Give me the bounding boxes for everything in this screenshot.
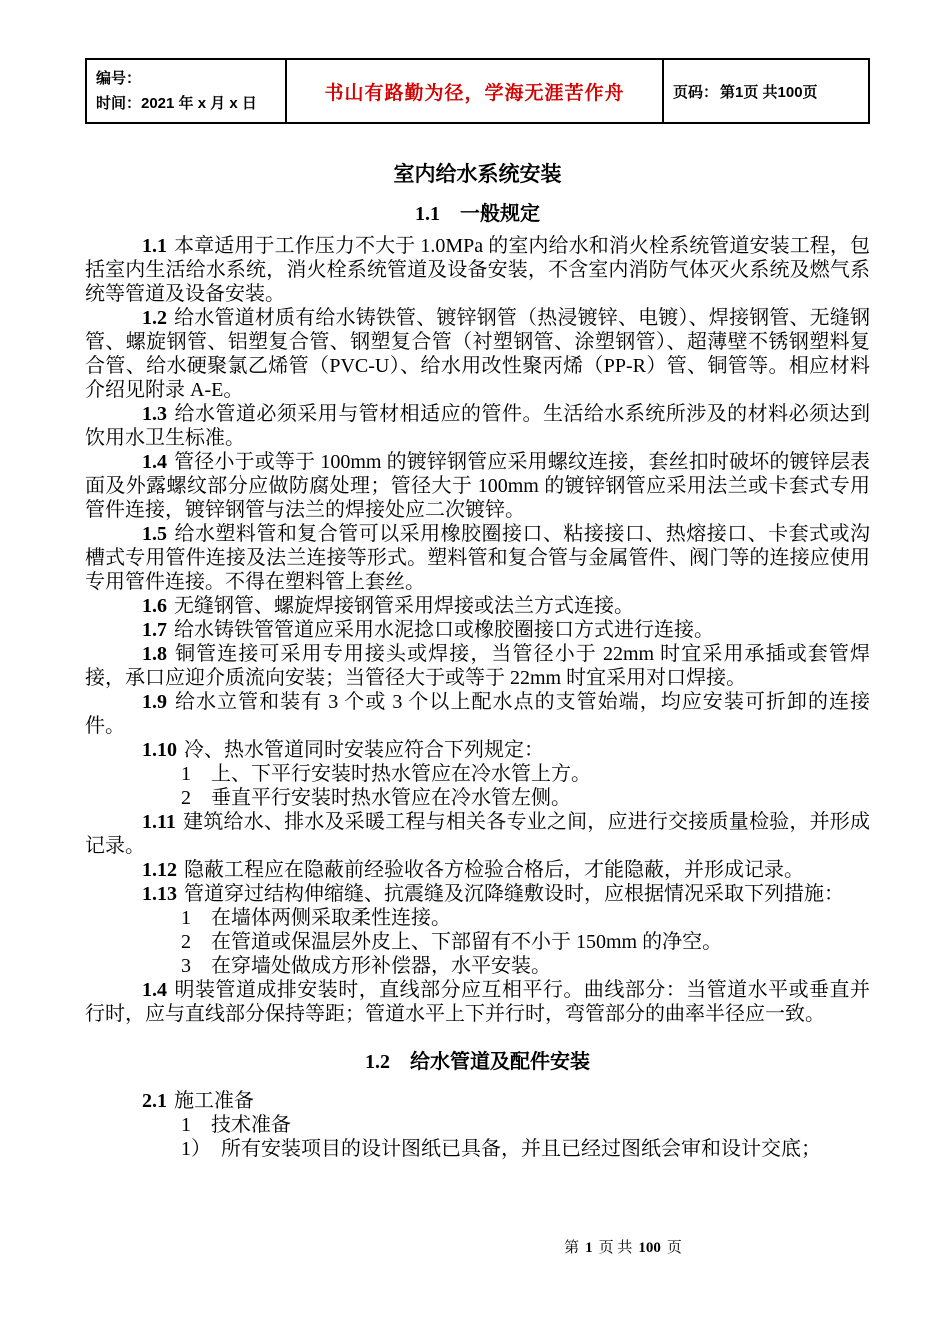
doc-time-label: 时间：2021 年 x 月 x 日 — [96, 95, 257, 112]
footer — [0, 1236, 950, 1257]
paragraph-text: 给水管道材质有给水铸铁管、镀锌钢管（热浸镀锌、电镀）、焊接钢管、无缝钢管、螺旋钢管、铝塑复合管、钢塑复合管（衬塑钢管、涂塑钢管）、超薄壁不锈钢塑料复合管、给水硬聚氯乙烯管（PVC-U）、给水用改性聚丙烯（PP-R）管、铜管等。相应材料介绍见附录 A-E。 — [85, 307, 870, 401]
paragraph-number: 1.2 — [142, 307, 167, 329]
paragraph — [85, 450, 870, 522]
doc-number-label: 编号： — [96, 70, 142, 87]
paragraph — [85, 882, 870, 906]
paragraph — [85, 810, 870, 858]
paragraph-text: 明装管道成排安装时，直线部分应互相平行。曲线部分：当管道水平或垂直并行时，应与直线部分保持等距；管道水平上下并行时，弯管部分的曲率半径应一致。 — [85, 979, 870, 1025]
paragraph-number: 1.13 — [142, 883, 177, 905]
list-item: 1 上、下平行安装时热水管应在冷水管上方。 — [181, 763, 591, 785]
header-table — [85, 58, 870, 124]
paragraph-text: 给水塑料管和复合管可以采用橡胶圈接口、粘接接口、热熔接口、卡套式或沟槽式专用管件连接及法兰连接等形式。塑料管和复合管与金属管件、阀门等的连接应使用专用管件连接。不得在塑料管上套丝。 — [85, 523, 870, 593]
section-heading-1-1: 1.1 一般规定 — [415, 203, 540, 225]
footer-page-number: 第 1 页 共 100 页 — [564, 1240, 682, 1256]
page-label: 页码： — [673, 83, 719, 101]
paragraph-number: 1.9 — [142, 691, 167, 713]
section-heading-1-2: 1.2 给水管道及配件安装 — [365, 1051, 590, 1073]
paragraph — [85, 594, 870, 618]
paragraph-number: 1.10 — [142, 739, 177, 761]
paragraph-number: 1.1 — [142, 235, 167, 257]
paragraph-text: 施工准备 — [174, 1090, 254, 1112]
paragraph-text: 建筑给水、排水及采暖工程与相关各专业之间，应进行交接质量检验，并形成记录。 — [85, 811, 870, 857]
paragraph-text: 铜管连接可采用专用接头或焊接，当管径小于 22mm 时宜采用承插或套管焊接，承口应迎介质流向安装；当管径大于或等于 22mm 时宜采用对口焊接。 — [85, 643, 870, 689]
list-item: 1 在墙体两侧采取柔性连接。 — [181, 907, 451, 929]
paragraph-number: 1.3 — [142, 403, 167, 425]
paragraph — [85, 234, 870, 306]
header-page-cell — [664, 60, 868, 122]
list-item: 2 在管道或保温层外皮上、下部留有不小于 150mm 的净空。 — [181, 931, 723, 953]
paragraph-text: 给水管道必须采用与管材相适应的管件。生活给水系统所涉及的材料必须达到饮用水卫生标准。 — [85, 403, 870, 449]
list-item: 1） 所有安装项目的设计图纸已具备，并且已经过图纸会审和设计交底； — [181, 1138, 821, 1160]
paragraph-number: 1.12 — [142, 859, 177, 881]
paragraph-text: 隐蔽工程应在隐蔽前经验收各方检验合格后，才能隐蔽，并形成记录。 — [184, 859, 804, 881]
paragraph-number: 1.11 — [142, 811, 176, 833]
list-item: 1 技术准备 — [181, 1114, 291, 1136]
paragraph-text: 本章适用于工作压力不大于 1.0MPa 的室内给水和消火栓系统管道安装工程，包括室内生活给水系统，消火栓系统管道及设备安装，不含室内消防气体灭火系统及燃气系统等管道及设备安装。 — [85, 235, 870, 305]
list-item: 3 在穿墙处做成方形补偿器，水平安装。 — [181, 955, 551, 977]
list-item: 2 垂直平行安装时热水管应在冷水管左侧。 — [181, 787, 571, 809]
paragraph — [85, 522, 870, 594]
paragraph — [85, 642, 870, 690]
paragraph — [85, 690, 870, 738]
paragraph-text: 管径小于或等于 100mm 的镀锌钢管应采用螺纹连接，套丝扣时破坏的镀锌层表面及外露螺纹部分应做防腐处理；管径大于 100mm 的镀锌钢管应采用法兰或卡套式专用管件连接，镀锌钢管与法兰的焊接处应二次镀锌。 — [85, 451, 870, 521]
header-meta-cell — [87, 60, 287, 122]
paragraph-number: 1.4 — [142, 979, 167, 1001]
paragraph-number: 1.6 — [142, 595, 167, 617]
paragraph-text: 管道穿过结构伸缩缝、抗震缝及沉降缝敷设时，应根据情况采取下列措施： — [184, 883, 844, 905]
doc-body — [85, 234, 870, 1161]
header-motto: 书山有路勤为径，学海无涯苦作舟 — [287, 60, 664, 122]
paragraph — [85, 306, 870, 402]
paragraph-number: 1.7 — [142, 619, 167, 641]
doc-title: 室内给水系统安装 — [393, 162, 562, 186]
paragraph-number: 2.1 — [142, 1090, 167, 1112]
paragraph-text: 冷、热水管道同时安装应符合下列规定： — [184, 739, 544, 761]
paragraph — [85, 402, 870, 450]
paragraph — [85, 618, 870, 642]
paragraph-text: 给水铸铁管管道应采用水泥捻口或橡胶圈接口方式进行连接。 — [174, 619, 714, 641]
paragraph — [85, 1089, 870, 1113]
paragraph — [85, 978, 870, 1026]
paragraph — [85, 738, 870, 762]
paragraph-number: 1.5 — [142, 523, 167, 545]
paragraph-text: 给水立管和装有 3 个或 3 个以上配水点的支管始端，均应安装可折卸的连接件。 — [85, 691, 870, 737]
paragraph-number: 1.4 — [142, 451, 167, 473]
paragraph-number: 1.8 — [142, 643, 167, 665]
paragraph — [85, 858, 870, 882]
page-value: 第1页 共100页 — [720, 83, 818, 101]
paragraph-text: 无缝钢管、螺旋焊接钢管采用焊接或法兰方式连接。 — [174, 595, 634, 617]
